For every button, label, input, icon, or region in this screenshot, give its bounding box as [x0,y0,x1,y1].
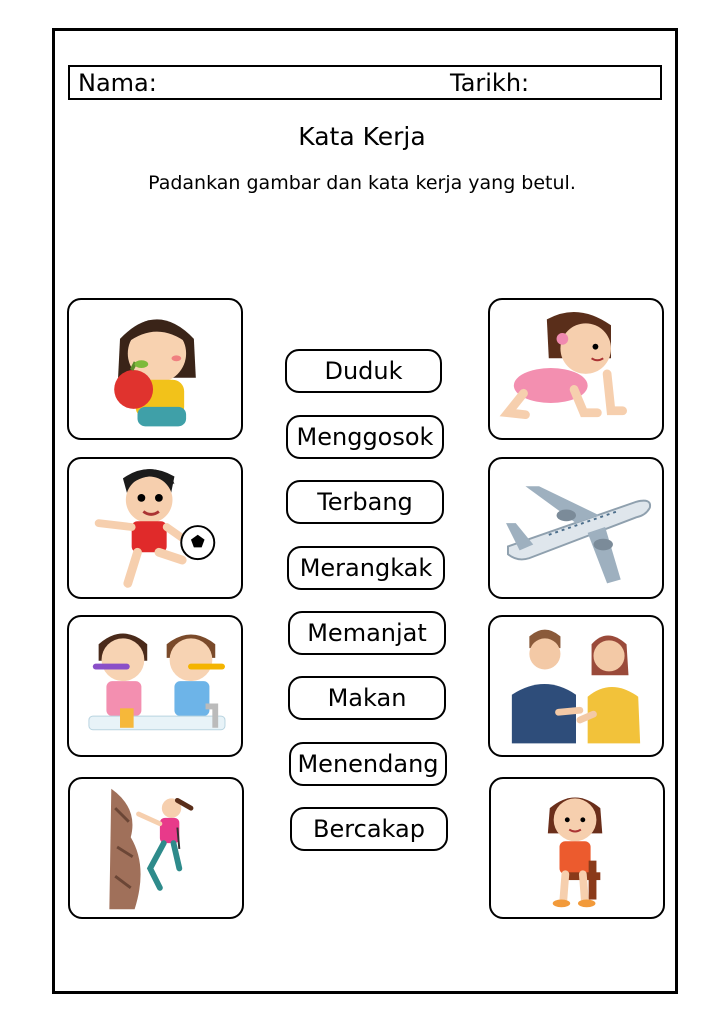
word-button-duduk[interactable]: Duduk [285,349,442,393]
right-card-1[interactable] [488,298,664,440]
right-card-3[interactable] [488,615,664,757]
left-card-4[interactable] [68,777,244,919]
word-button-terbang[interactable]: Terbang [286,480,444,524]
right-card-4[interactable] [489,777,665,919]
left-card-3[interactable] [67,615,243,757]
left-card-2[interactable] [67,457,243,599]
girl-sitting-icon [491,779,663,917]
word-button-memanjat[interactable]: Memanjat [288,611,446,655]
name-date-bar [68,65,662,100]
right-card-2[interactable] [488,457,664,599]
girl-climbing-icon [70,779,242,917]
baby-crawling-icon [490,300,662,438]
date-label: Tarikh: [450,69,530,97]
word-button-menendang[interactable]: Menendang [289,742,447,786]
word-button-merangkak[interactable]: Merangkak [287,546,445,590]
page-title: Kata Kerja [298,122,426,151]
word-button-makan[interactable]: Makan [288,676,446,720]
boy-kicking-ball-icon [69,459,241,597]
name-label: Nama: [78,69,157,97]
instruction-text: Padankan gambar dan kata kerja yang betul. [148,172,576,194]
word-button-bercakap[interactable]: Bercakap [290,807,448,851]
girl-eating-apple-icon [69,300,241,438]
word-button-menggosok[interactable]: Menggosok [286,415,444,459]
airplane-icon [490,459,662,597]
left-card-1[interactable] [67,298,243,440]
kids-brushing-teeth-icon [69,617,241,755]
people-talking-icon [490,617,662,755]
